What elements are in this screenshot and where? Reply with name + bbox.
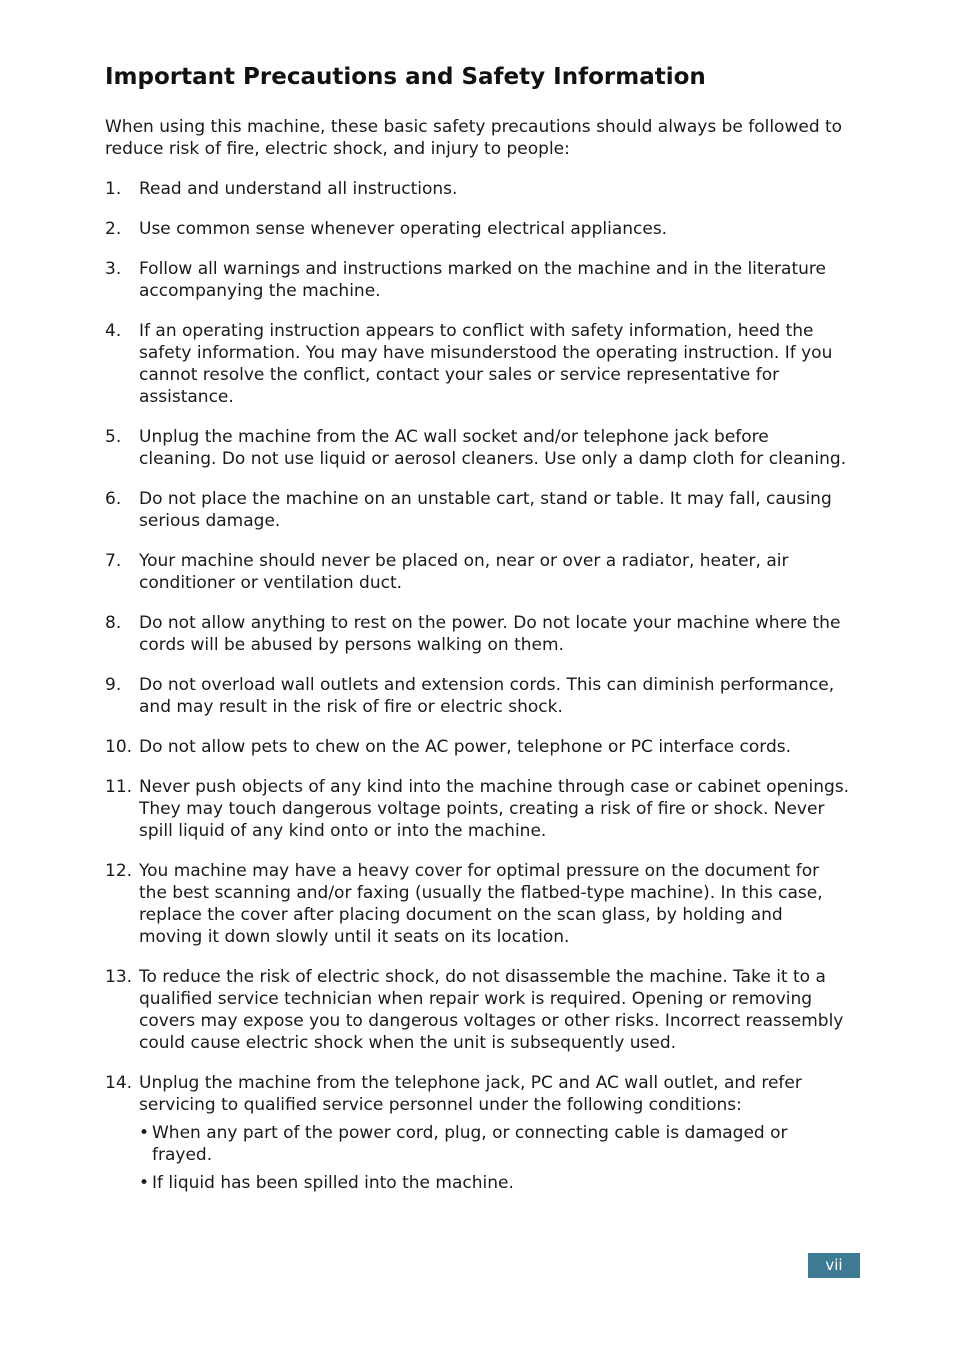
bullet-icon: • [139,1173,150,1193]
document-page [105,58,850,1212]
item-number: 4. [105,321,122,341]
list-item [105,860,850,948]
item-number: 12. [105,861,133,881]
list-item [105,218,850,240]
sublist-item [139,1122,850,1166]
list-item [105,612,850,656]
item-text: Do not allow anything to rest on the power. Do not locate your machine where the cords will be abused by persons walking on them. [139,613,841,655]
item-number: 1. [105,179,122,199]
item-number: 7. [105,551,122,571]
item-number: 11. [105,777,133,797]
page-title: Important Precautions and Safety Information [105,64,706,90]
item-text: Unplug the machine from the telephone jack, PC and AC wall outlet, and refer servicing to qualified service personnel under the following conditions: [139,1073,802,1115]
list-item [105,178,850,200]
item-text: If an operating instruction appears to conflict with safety information, heed the safety information. You may have misunderstood the operating instruction. If you cannot resolve the conflict, contact your sales or service representative for assistance. [139,321,833,407]
list-item [105,258,850,302]
item-number: 3. [105,259,122,279]
page-number-badge: vii [808,1253,860,1278]
list-item [105,550,850,594]
list-item [105,966,850,1054]
item-text: Unplug the machine from the AC wall socket and/or telephone jack before cleaning. Do not use liquid or aerosol cleaners. Use only a damp cloth for cleaning. [139,427,847,469]
list-item [105,736,850,758]
list-item [105,674,850,718]
item-number: 6. [105,489,122,509]
bullet-icon: • [139,1123,150,1143]
item-number: 5. [105,427,122,447]
item-text: Use common sense whenever operating electrical appliances. [139,219,668,239]
item-text: Do not allow pets to chew on the AC power, telephone or PC interface cords. [139,737,792,757]
item-text: To reduce the risk of electric shock, do not disassemble the machine. Take it to a qualified service technician when repair work is required. Opening or removing covers may expose you to dangerous voltages or other risks. Incorrect reassembly could cause electric shock when the unit is subsequently used. [139,967,844,1053]
list-item [105,1072,850,1194]
item-text: Do not place the machine on an unstable cart, stand or table. It may fall, causing serious damage. [139,489,832,531]
item-number: 2. [105,219,122,239]
sublist-item-text: If liquid has been spilled into the machine. [152,1173,514,1193]
item-number: 9. [105,675,122,695]
item-text: Do not overload wall outlets and extension cords. This can diminish performance, and may result in the risk of fire or electric shock. [139,675,835,717]
item-text: Read and understand all instructions. [139,179,458,199]
list-item [105,488,850,532]
item-number: 8. [105,613,122,633]
list-item [105,320,850,408]
list-item [105,426,850,470]
item-text: You machine may have a heavy cover for optimal pressure on the document for the best scanning and/or faxing (usually the flatbed-type machine). In this case, replace the cover after placing document on the scan glass, by holding and moving it down slowly until it seats on its location. [139,861,823,947]
item-text: Never push objects of any kind into the machine through case or cabinet openings. They may touch dangerous voltage points, creating a risk of fire or shock. Never spill liquid of any kind onto or into the machine. [139,777,850,841]
item-text: Follow all warnings and instructions marked on the machine and in the literature accompanying the machine. [139,259,826,301]
item-number: 13. [105,967,133,987]
item-number: 14. [105,1073,133,1093]
intro-paragraph: When using this machine, these basic safety precautions should always be followed to reduce risk of fire, electric shock, and injury to people: [105,117,843,159]
sublist-item [139,1172,850,1194]
list-item [105,776,850,842]
sublist-item-text: When any part of the power cord, plug, or connecting cable is damaged or frayed. [152,1123,788,1165]
item-number: 10. [105,737,133,757]
item-text: Your machine should never be placed on, near or over a radiator, heater, air conditioner or ventilation duct. [139,551,789,593]
precautions-list [105,178,850,1194]
conditions-sublist [139,1122,850,1194]
